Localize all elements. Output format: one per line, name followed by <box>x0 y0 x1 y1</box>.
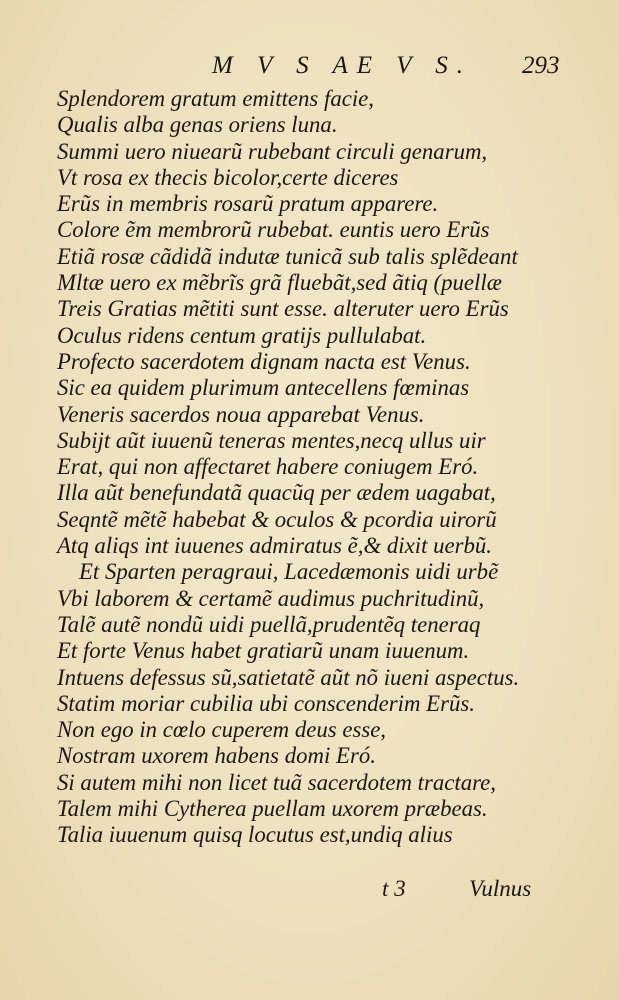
verse-line: Colore ẽm membrorũ rubebat. euntis uero Erũs <box>57 217 490 243</box>
verse-line: Vt rosa ex thecis bicolor,certe diceres <box>57 164 399 190</box>
verse-line: Vbi laborem & certamẽ audimus puchritudinũ, <box>57 585 485 611</box>
verse-line: Nostram uxorem habens domi Eró. <box>57 743 376 769</box>
verse-text-block <box>57 86 597 849</box>
verse-line: Treis Gratias mẽtiti sunt esse. alteruter uero Erũs <box>57 296 509 322</box>
verse-line: Splendorem gratum emittens facie, <box>57 86 374 111</box>
verse-line: Et forte Venus habet gratiarũ unam iuuenum. <box>57 638 470 664</box>
verse-line: Veneris sacerdos noua apparebat Venus. <box>57 401 425 427</box>
verse-line: Summi uero niuearũ rubebant circuli genarum, <box>57 138 488 164</box>
verse-line: Statim moriar cubilia ubi conscenderim Erũs. <box>57 690 475 716</box>
page-footer <box>0 876 619 906</box>
verse-line: Mltæ uero ex mẽbrĩs grã fluebãt,sed ãtiq (puellæ <box>57 270 502 296</box>
verse-line: Et Sparten peragraui, Lacedæmonis uidi urbẽ <box>79 559 499 585</box>
verse-line: Illa aũt benefundatã quacũq per ædem uagabat, <box>57 480 496 506</box>
verse-line: Seqntẽ mẽtẽ habebat & oculos & pcordia uirorũ <box>57 506 497 532</box>
page-number: 293 <box>522 52 560 79</box>
verse-line: Erat, qui non affectaret habere coniugem Eró. <box>57 454 479 480</box>
page-header <box>0 52 619 82</box>
catchword: Vulnus <box>469 876 532 901</box>
verse-line: Profecto sacerdotem dignam nacta est Venus. <box>57 348 471 374</box>
verse-line: Non ego in cœlo cuperem deus esse, <box>57 717 387 743</box>
verse-line: Sic ea quidem plurimum antecellens fœminas <box>57 375 470 401</box>
running-head: M V S AE V S. <box>212 52 473 79</box>
verse-line: Oculus ridens centum gratijs pullulabat. <box>57 322 427 348</box>
verse-line: Atq aliqs int iuuenes admiratus ẽ,& dixit uerbũ. <box>57 533 493 559</box>
verse-line: Erũs in membris rosarũ pratum apparere. <box>57 191 439 217</box>
verse-line: Etiã rosæ cãdidã indutæ tunicã sub talis splẽdeant <box>57 243 518 269</box>
verse-line: Intuens defessus sũ,satietatẽ aũt nõ iueni aspectus. <box>57 664 520 690</box>
verse-line: Talẽ autẽ nondũ uidi puellã,prudentẽq teneraq <box>57 611 481 637</box>
verse-line: Qualis alba genas oriens luna. <box>57 112 338 138</box>
verse-line: Talia iuuenum quisq locutus est,undiq alius <box>57 822 453 848</box>
verse-line: Talem mihi Cytherea puellam uxorem præbeas. <box>57 796 488 822</box>
verse-line: Si autem mihi non licet tuã sacerdotem tractare, <box>57 769 496 795</box>
signature-mark: t 3 <box>382 876 406 901</box>
verse-line: Subijt aũt iuuenũ teneras mentes,necq ullus uir <box>57 427 486 453</box>
